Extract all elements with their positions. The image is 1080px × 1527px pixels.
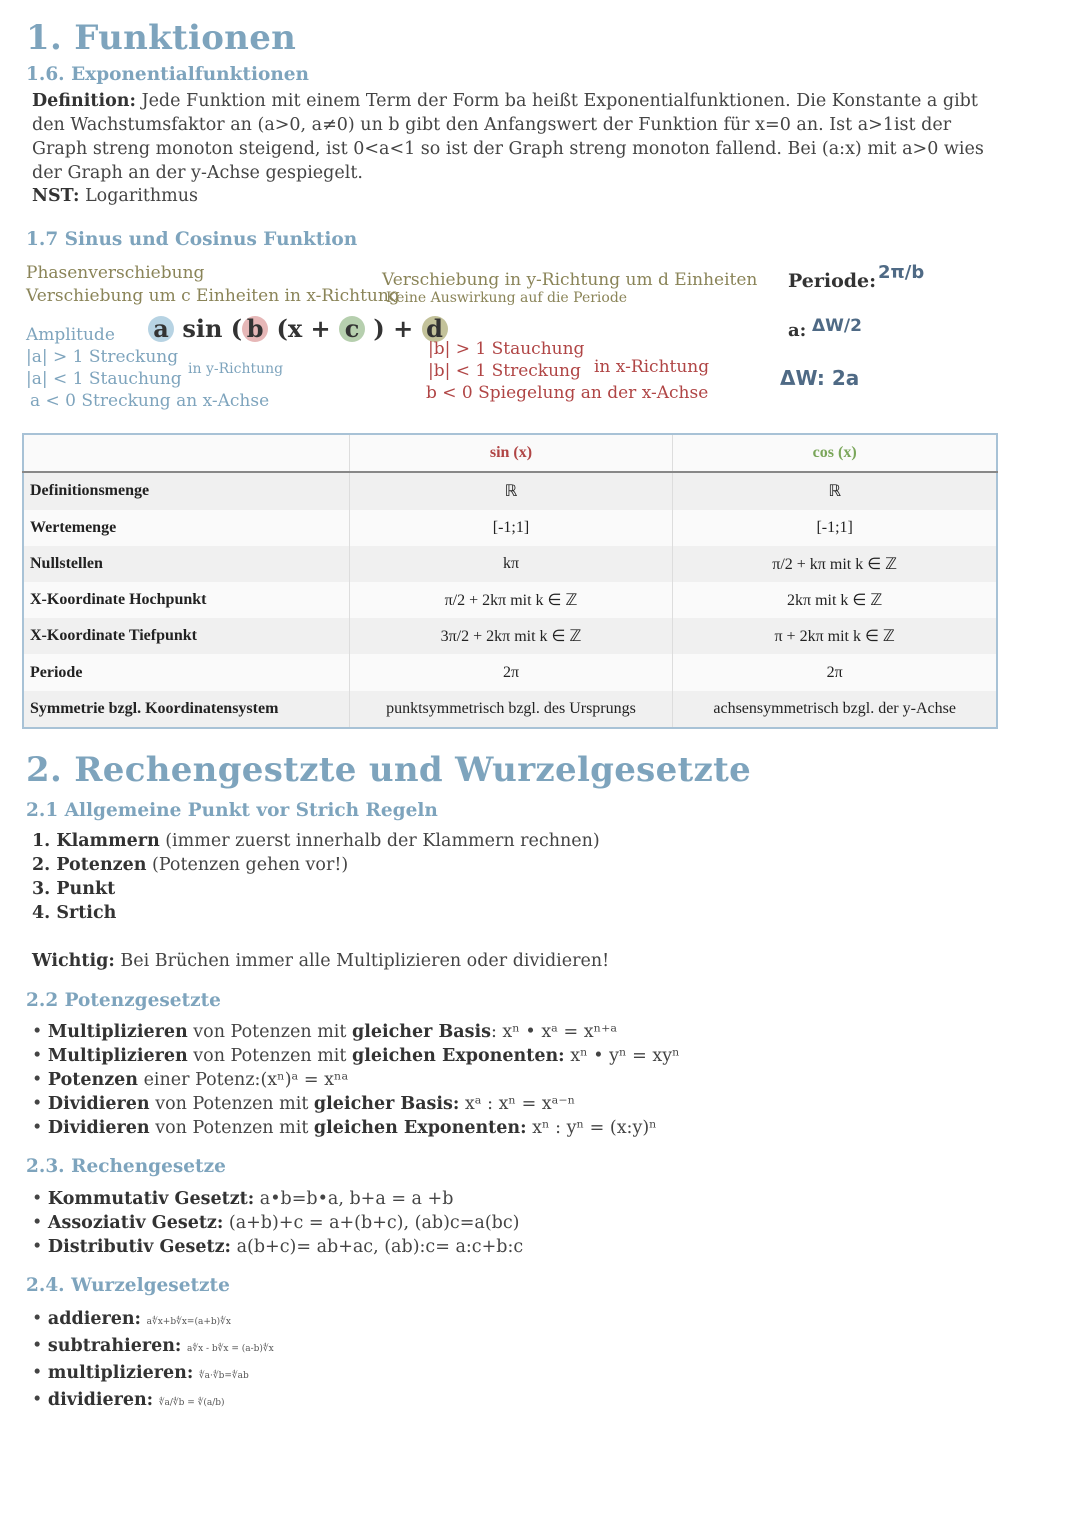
- periode-label: Periode:: [788, 270, 877, 292]
- exp-definition: [32, 89, 992, 185]
- list-item: • multiplizieren: ∜a·∜b=∜ab: [32, 1363, 249, 1383]
- item-bold: 4. Srtich: [32, 903, 117, 923]
- list-item: • Dividieren von Potenzen mit gleichen Exponenten: xⁿ : yⁿ = (x:y)ⁿ: [32, 1118, 657, 1138]
- a-label: a:: [788, 320, 807, 341]
- pvs-title: 2.1 Allgemeine Punkt vor Strich Regeln: [26, 800, 438, 821]
- cos-value: achsensymmetrisch bzgl. der y-Achse: [673, 691, 997, 728]
- important-label: Wichtig:: [32, 951, 115, 971]
- cos-value: 2π: [673, 654, 997, 690]
- list-item: [32, 877, 600, 901]
- item-text: a•b=b•a, b+a = a +b: [254, 1189, 454, 1209]
- list-item: • Multiplizieren von Potenzen mit gleicher Basis: xⁿ • xᵃ = xⁿ⁺ᵃ: [32, 1022, 618, 1042]
- list-item: • Multiplizieren von Potenzen mit gleichen Exponenten: xⁿ • yⁿ = xyⁿ: [32, 1046, 680, 1066]
- item-bold: Potenzen: [47, 1070, 138, 1090]
- item-text: von Potenzen mit: [187, 1022, 352, 1042]
- item-text: einer Potenz:: [138, 1070, 261, 1090]
- exp-nst: [32, 184, 198, 208]
- b-rule-2: |b| < 1 Streckung: [428, 361, 581, 381]
- item-bold: multiplizieren:: [47, 1363, 194, 1383]
- list-item: • Distributiv Gesetz: a(b+c)= ab+ac, (ab):c= a:c+b:c: [32, 1237, 524, 1257]
- a-formula: ΔW/2: [812, 316, 862, 336]
- table-row: [23, 618, 997, 654]
- cos-value: 2kπ mit k ∈ ℤ: [673, 582, 997, 618]
- row-label: X-Koordinate Hochpunkt: [23, 582, 349, 618]
- row-label: X-Koordinate Tiefpunkt: [23, 618, 349, 654]
- exp-title: 1.6. Exponentialfunktionen: [26, 64, 309, 85]
- item-text: a(b+c)= ab+ac, (ab):c= a:c+b:c: [231, 1237, 524, 1257]
- row-label: Periode: [23, 654, 349, 690]
- table-header-row: [23, 434, 997, 472]
- item-bold: 3. Punkt: [32, 879, 116, 899]
- important-note: [32, 949, 609, 973]
- dw-formula: ΔW: 2a: [780, 366, 860, 390]
- yshift-label: Verschiebung in y-Richtung um d Einheiten: [382, 270, 758, 290]
- list-item: [32, 853, 600, 877]
- item-bold: gleichen Exponenten:: [351, 1046, 565, 1066]
- item-bold: subtrahieren:: [47, 1336, 182, 1356]
- item-bold: 2. Potenzen: [32, 855, 147, 875]
- table-row: [23, 546, 997, 582]
- item-text: (a+b)+c = a+(b+c), (ab)c=a(bc): [223, 1213, 520, 1233]
- rech-title: 2.3. Rechengesetze: [26, 1156, 226, 1177]
- amplitude-title: Amplitude: [26, 325, 115, 345]
- item-bold: Distributiv Gesetz:: [47, 1237, 232, 1257]
- b-rule-1: |b| > 1 Stauchung: [428, 339, 585, 359]
- amplitude-rule-3: a < 0 Streckung an x-Achse: [30, 391, 270, 411]
- b-rule-3: b < 0 Spiegelung an der x-Achse: [426, 383, 709, 403]
- item-formula: a∜x - b∜x = (a-b)∜x: [186, 1344, 274, 1354]
- item-bold: Dividieren: [47, 1094, 150, 1114]
- def-label: Definition:: [32, 91, 136, 111]
- sin-value: punktsymmetrisch bzgl. des Ursprungs: [349, 691, 673, 728]
- formula-x: (x +: [276, 314, 331, 343]
- item-bold: Kommutativ Gesetzt:: [47, 1189, 255, 1209]
- item-bold: Assoziativ Gesetz:: [47, 1213, 224, 1233]
- item-text: von Potenzen mit: [149, 1118, 314, 1138]
- item-formula: (xⁿ)ᵃ = xⁿᵃ: [260, 1070, 349, 1090]
- formula-sin: sin (: [182, 314, 243, 343]
- phase-label: Phasenverschiebung: [26, 263, 205, 283]
- pvs-list: [32, 829, 600, 925]
- table-row: [23, 654, 997, 690]
- table-row: [23, 510, 997, 546]
- rech-list: [32, 1187, 523, 1259]
- param-d: d: [422, 316, 448, 342]
- sin-title: 1.7 Sinus und Cosinus Funktion: [26, 229, 358, 250]
- phase-desc: Verschiebung um c Einheiten in x-Richtung: [26, 286, 400, 306]
- item-formula: ∜a·∜b=∜ab: [198, 1371, 249, 1381]
- item-formula: : xⁿ • xᵃ = xⁿ⁺ᵃ: [490, 1022, 618, 1042]
- pot-title: 2.2 Potenzgesetzte: [26, 990, 221, 1011]
- cos-value: [-1;1]: [673, 510, 997, 546]
- list-item: • dividieren: ∜a/∜b = ∜(a/b): [32, 1390, 225, 1410]
- b-direction: in x-Richtung: [594, 357, 710, 377]
- list-item: • Dividieren von Potenzen mit gleicher Basis: xᵃ : xⁿ = xᵃ⁻ⁿ: [32, 1094, 576, 1114]
- cos-value: π + 2kπ mit k ∈ ℤ: [673, 618, 997, 654]
- nst-label: NST:: [32, 186, 80, 206]
- def-text: Jede Funktion mit einem Term der Form ba heißt Exponentialfunktionen. Die Konstante a gibt den Wachstumsfaktor an (a>0, a≠0) un b gibt den Anfangswert der Funktion für x=0 an. Ist a>1ist der Graph streng monoton steigend, ist 0<a<1 so ist der Graph streng monoton fallend. Bei (a:x) mit a>0 wies der Graph an der y-Achse gespiegelt.: [32, 91, 984, 183]
- list-item: • Potenzen einer Potenz:(xⁿ)ᵃ = xⁿᵃ: [32, 1070, 349, 1090]
- section-1-title: 1. Funktionen: [26, 18, 297, 58]
- wurz-title: 2.4. Wurzelgesetzte: [26, 1275, 230, 1296]
- list-item: • subtrahieren: a∜x - b∜x = (a-b)∜x: [32, 1336, 274, 1356]
- item-bold: gleicher Basis:: [313, 1094, 460, 1114]
- yshift-desc: Keine Auswirkung auf die Periode: [386, 290, 628, 306]
- list-item: [32, 901, 600, 925]
- item-formula: a∜x+b∜x=(a+b)∜x: [146, 1317, 231, 1327]
- param-a: a: [148, 316, 174, 342]
- table-header-empty: [23, 434, 349, 472]
- item-text: (Potenzen gehen vor!): [146, 855, 349, 875]
- nst-text: Logarithmus: [79, 186, 198, 206]
- table-row: [23, 472, 997, 509]
- list-item: • addieren: a∜x+b∜x=(a+b)∜x: [32, 1309, 231, 1329]
- amplitude-rule-1: |a| > 1 Streckung: [26, 347, 179, 367]
- sin-value: ℝ: [349, 472, 673, 509]
- periode-formula: 2π/b: [878, 262, 925, 283]
- row-label: Definitionsmenge: [23, 472, 349, 509]
- list-item: • Assoziativ Gesetz: (a+b)+c = a+(b+c), (ab)c=a(bc): [32, 1213, 520, 1233]
- table-row: [23, 691, 997, 728]
- formula-close: ) +: [373, 314, 414, 343]
- param-b: b: [242, 316, 268, 342]
- item-bold: Dividieren: [47, 1118, 150, 1138]
- item-bold: gleichen Exponenten:: [313, 1118, 527, 1138]
- trig-table: [22, 433, 998, 729]
- item-bold: gleicher Basis: [351, 1022, 491, 1042]
- item-bold: Multiplizieren: [47, 1046, 188, 1066]
- important-text: Bei Brüchen immer alle Multiplizieren oder dividieren!: [114, 951, 610, 971]
- col-cos: cos (x): [673, 434, 997, 472]
- section-2-title: 2. Rechengestzte und Wurzelgesetzte: [26, 750, 752, 790]
- col-sin: sin (x): [349, 434, 673, 472]
- list-item: [32, 829, 600, 853]
- amplitude-direction: in y-Richtung: [188, 361, 284, 377]
- item-text: (immer zuerst innerhalb der Klammern rechnen): [159, 831, 600, 851]
- item-bold: dividieren:: [47, 1390, 154, 1410]
- item-bold: addieren:: [47, 1309, 142, 1329]
- item-formula: xⁿ • yⁿ = xyⁿ: [564, 1046, 680, 1066]
- sine-formula: [148, 314, 448, 343]
- item-formula: xⁿ : yⁿ = (x:y)ⁿ: [526, 1118, 657, 1138]
- item-text: von Potenzen mit: [149, 1094, 314, 1114]
- amplitude-rule-2: |a| < 1 Stauchung: [26, 369, 182, 389]
- item-bold: Multiplizieren: [47, 1022, 188, 1042]
- list-item: • Kommutativ Gesetzt: a•b=b•a, b+a = a +b: [32, 1189, 454, 1209]
- pot-list: [32, 1020, 680, 1140]
- sin-value: kπ: [349, 546, 673, 582]
- row-label: Wertemenge: [23, 510, 349, 546]
- table-row: [23, 582, 997, 618]
- item-text: von Potenzen mit: [187, 1046, 352, 1066]
- row-label: Symmetrie bzgl. Koordinatensystem: [23, 691, 349, 728]
- row-label: Nullstellen: [23, 546, 349, 582]
- sin-value: 2π: [349, 654, 673, 690]
- item-formula: xᵃ : xⁿ = xᵃ⁻ⁿ: [459, 1094, 576, 1114]
- sin-value: π/2 + 2kπ mit k ∈ ℤ: [349, 582, 673, 618]
- sin-value: 3π/2 + 2kπ mit k ∈ ℤ: [349, 618, 673, 654]
- item-bold: 1. Klammern: [32, 831, 160, 851]
- cos-value: π/2 + kπ mit k ∈ ℤ: [673, 546, 997, 582]
- param-c: c: [339, 316, 365, 342]
- sin-value: [-1;1]: [349, 510, 673, 546]
- item-formula: ∜a/∜b = ∜(a/b): [158, 1398, 225, 1408]
- cos-value: ℝ: [673, 472, 997, 509]
- wurz-list: [32, 1307, 274, 1415]
